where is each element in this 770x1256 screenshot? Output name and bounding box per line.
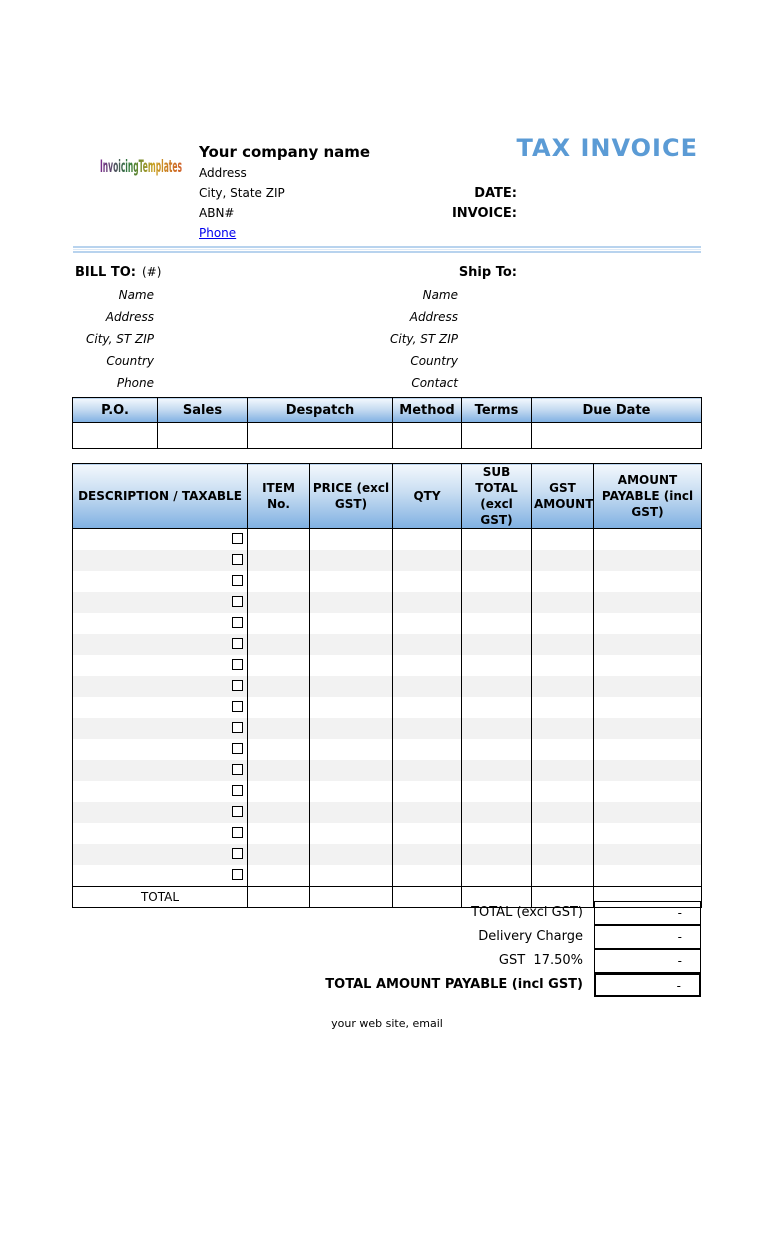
header-amount-payable: AMOUNT PAYABLE (incl GST) [594,464,702,529]
item-cell[interactable] [393,823,462,844]
item-cell[interactable] [393,718,462,739]
header-despatch: Despatch [248,398,393,423]
item-cell[interactable] [532,592,594,613]
company-address: Address [199,166,247,180]
header-method: Method [393,398,462,423]
item-cell[interactable] [393,529,462,551]
taxable-checkbox[interactable] [232,596,243,607]
item-cell[interactable] [532,823,594,844]
item-cell[interactable] [248,781,310,802]
summary-total-excl-label: TOTAL (excl GST) [471,905,583,920]
item-cell[interactable] [594,655,702,676]
item-cell[interactable] [310,529,393,551]
item-cell[interactable] [462,781,532,802]
item-cell[interactable] [248,844,310,865]
item-cell[interactable] [310,844,393,865]
company-phone-link[interactable]: Phone [199,226,237,240]
description-cell[interactable] [73,781,248,802]
description-cell[interactable] [73,739,248,760]
header-terms: Terms [462,398,532,423]
item-cell[interactable] [310,760,393,781]
summary-gst-value: - [594,949,701,973]
item-cell[interactable] [594,613,702,634]
table-row [73,529,702,551]
item-cell[interactable] [532,529,594,551]
header-subtotal: SUB TOTAL (excl GST) [462,464,532,529]
item-cell[interactable] [248,760,310,781]
item-cell[interactable] [594,802,702,823]
header-item-no: ITEM No. [248,464,310,529]
company-city: City, State ZIP [199,186,285,200]
item-cell[interactable] [594,592,702,613]
item-cell[interactable] [248,529,310,551]
item-cell[interactable] [462,760,532,781]
items-table [72,463,702,908]
table-row [73,592,702,613]
table-row [73,697,702,718]
description-cell[interactable] [73,655,248,676]
table-row [73,571,702,592]
item-cell[interactable] [393,655,462,676]
order-info-table [72,397,702,449]
item-cell[interactable] [462,634,532,655]
header-qty: QTY [393,464,462,529]
description-cell[interactable] [73,844,248,865]
taxable-checkbox[interactable] [232,848,243,859]
item-cell[interactable] [462,592,532,613]
item-cell[interactable] [532,718,594,739]
item-cell[interactable] [248,676,310,697]
item-cell[interactable] [532,550,594,571]
item-cell[interactable] [462,844,532,865]
item-cell[interactable] [532,676,594,697]
item-cell[interactable] [594,571,702,592]
table-row [73,802,702,823]
description-cell[interactable] [73,676,248,697]
item-cell[interactable] [532,634,594,655]
item-cell[interactable] [532,613,594,634]
item-cell[interactable] [462,865,532,887]
item-cell[interactable] [594,760,702,781]
item-cell[interactable] [532,739,594,760]
table-row [73,655,702,676]
item-cell[interactable] [393,676,462,697]
item-cell[interactable] [532,760,594,781]
item-cell[interactable] [594,781,702,802]
ship-to-address: Address [409,310,458,324]
item-cell[interactable] [532,844,594,865]
bill-to-hash: (#) [141,265,162,279]
bill-to-phone: Phone [116,376,154,390]
taxable-checkbox[interactable] [232,680,243,691]
item-cell[interactable] [248,613,310,634]
item-cell[interactable] [594,529,702,551]
table-row [73,613,702,634]
description-cell[interactable] [73,634,248,655]
header-po: P.O. [73,398,158,423]
method-cell[interactable] [393,423,462,449]
item-cell[interactable] [248,592,310,613]
taxable-checkbox[interactable] [232,575,243,586]
svg-text:InvoicingTemplates: InvoicingTemplates [100,156,183,177]
bill-to-country: Country [106,354,154,368]
summary-total-payable-label: TOTAL AMOUNT PAYABLE (incl GST) [325,977,583,992]
item-cell[interactable] [310,613,393,634]
item-cell[interactable] [462,802,532,823]
item-cell[interactable] [532,781,594,802]
item-cell[interactable] [393,592,462,613]
invoice-number-label: INVOICE: [451,206,517,221]
taxable-checkbox[interactable] [232,743,243,754]
item-cell[interactable] [594,844,702,865]
item-cell[interactable] [594,676,702,697]
header-sales: Sales [158,398,248,423]
taxable-checkbox[interactable] [232,785,243,796]
taxable-checkbox[interactable] [232,701,243,712]
item-cell[interactable] [310,655,393,676]
item-cell[interactable] [310,718,393,739]
item-cell[interactable] [393,844,462,865]
summary-delivery-label: Delivery Charge [478,929,583,944]
taxable-checkbox[interactable] [232,869,243,880]
header-gst-amount: GST AMOUNT [532,464,594,529]
item-cell[interactable] [393,739,462,760]
table-row [73,781,702,802]
item-cell[interactable] [310,592,393,613]
ship-to-city: City, ST ZIP [390,332,458,346]
header-separator-mid [73,249,701,250]
item-cell[interactable] [393,550,462,571]
bill-to-name: Name [118,288,154,302]
summary-total-excl-value: - [594,901,701,925]
item-cell[interactable] [248,571,310,592]
item-cell[interactable] [462,655,532,676]
date-label: DATE: [474,186,517,201]
total-price-cell [310,887,393,908]
company-abn: ABN# [199,206,235,220]
taxable-checkbox[interactable] [232,806,243,817]
item-cell[interactable] [393,865,462,887]
item-cell[interactable] [393,760,462,781]
item-cell[interactable] [393,613,462,634]
description-cell[interactable] [73,802,248,823]
item-cell[interactable] [532,802,594,823]
sales-cell[interactable] [158,423,248,449]
table-row [73,676,702,697]
item-cell[interactable] [393,571,462,592]
item-cell[interactable] [248,697,310,718]
table-row [73,760,702,781]
bill-to-label: BILL TO: (#) [75,265,162,280]
item-cell[interactable] [594,718,702,739]
item-cell[interactable] [594,865,702,887]
item-cell[interactable] [310,865,393,887]
due-date-cell[interactable] [532,423,702,449]
table-row [73,739,702,760]
item-cell[interactable] [248,655,310,676]
item-cell[interactable] [532,655,594,676]
table-row [73,865,702,887]
item-cell[interactable] [248,865,310,887]
item-cell[interactable] [310,802,393,823]
item-cell[interactable] [248,634,310,655]
taxable-checkbox[interactable] [232,617,243,628]
item-cell[interactable] [310,550,393,571]
item-cell[interactable] [462,613,532,634]
header-due-date: Due Date [532,398,702,423]
ship-to-country: Country [410,354,458,368]
header-price: PRICE (excl GST) [310,464,393,529]
bill-to-address: Address [105,310,154,324]
table-row [73,550,702,571]
item-cell[interactable] [462,550,532,571]
item-cell[interactable] [594,739,702,760]
description-cell[interactable] [73,529,248,551]
description-cell[interactable] [73,760,248,781]
despatch-cell[interactable] [248,423,393,449]
item-cell[interactable] [462,823,532,844]
po-cell[interactable] [73,423,158,449]
description-cell[interactable] [73,718,248,739]
item-cell[interactable] [310,739,393,760]
item-cell[interactable] [462,571,532,592]
item-cell[interactable] [532,697,594,718]
summary-delivery-value[interactable]: - [594,925,701,949]
ship-to-name: Name [422,288,458,302]
total-item-cell [248,887,310,908]
item-cell[interactable] [248,718,310,739]
taxable-checkbox[interactable] [232,764,243,775]
item-rows [73,529,702,887]
item-cell[interactable] [310,571,393,592]
description-cell[interactable] [73,592,248,613]
item-cell[interactable] [594,697,702,718]
item-cell[interactable] [462,676,532,697]
taxable-checkbox[interactable] [232,659,243,670]
table-row [73,718,702,739]
item-cell[interactable] [310,823,393,844]
item-cell[interactable] [393,802,462,823]
item-cell[interactable] [248,802,310,823]
item-cell[interactable] [393,697,462,718]
company-name: Your company name [199,143,371,161]
description-cell[interactable] [73,865,248,887]
ship-to-contact: Contact [411,376,458,390]
item-cell[interactable] [594,823,702,844]
item-cell[interactable] [462,739,532,760]
table-row [73,844,702,865]
header-description: DESCRIPTION / TAXABLE [73,464,248,529]
item-cell[interactable] [462,718,532,739]
item-cell[interactable] [310,781,393,802]
item-cell[interactable] [594,634,702,655]
summary-gst-label: GST 17.50% [498,953,583,968]
description-cell[interactable] [73,697,248,718]
description-cell[interactable] [73,613,248,634]
item-cell[interactable] [532,571,594,592]
description-cell[interactable] [73,571,248,592]
summary-total-payable-value: - [594,973,701,997]
taxable-checkbox[interactable] [232,533,243,544]
item-cell[interactable] [532,865,594,887]
terms-cell[interactable] [462,423,532,449]
item-cell[interactable] [310,676,393,697]
footer-contact: your web site, email [331,1017,443,1030]
item-cell[interactable] [393,634,462,655]
item-cell[interactable] [310,697,393,718]
table-row [73,634,702,655]
description-cell[interactable] [73,823,248,844]
item-cell[interactable] [310,634,393,655]
total-qty-cell [393,887,462,908]
taxable-checkbox[interactable] [232,638,243,649]
item-cell[interactable] [248,823,310,844]
description-cell[interactable] [73,550,248,571]
item-cell[interactable] [248,739,310,760]
table-row [73,823,702,844]
invoice-title: TAX INVOICE [516,134,698,162]
item-cell[interactable] [462,529,532,551]
company-logo [100,150,184,184]
taxable-checkbox[interactable] [232,722,243,733]
bill-to-city: City, ST ZIP [86,332,154,346]
taxable-checkbox[interactable] [232,554,243,565]
item-cell[interactable] [462,697,532,718]
item-cell[interactable] [594,550,702,571]
item-cell[interactable] [248,550,310,571]
item-cell[interactable] [393,781,462,802]
taxable-checkbox[interactable] [232,827,243,838]
ship-to-label: Ship To: [458,265,517,280]
total-label: TOTAL [73,887,248,908]
